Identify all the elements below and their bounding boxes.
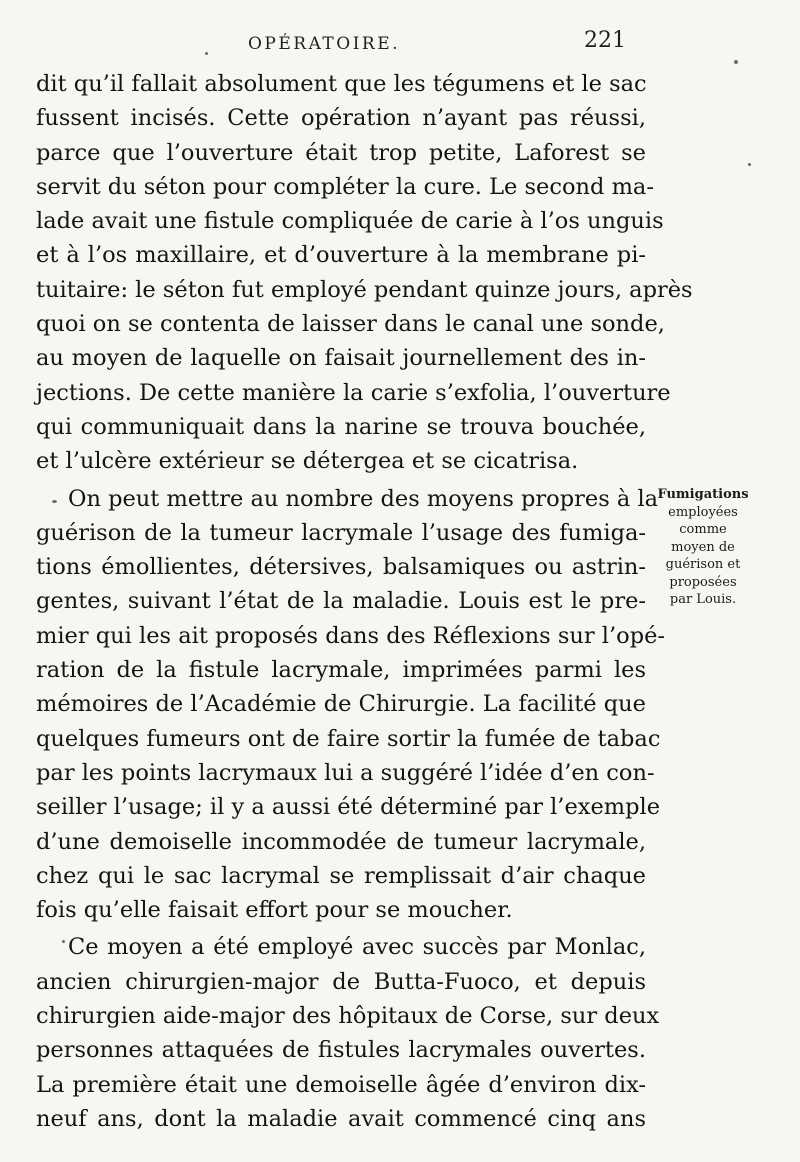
text-line: parce que l’ouverture était trop petite, Laforest se xyxy=(36,139,646,166)
scan-speck xyxy=(52,500,57,503)
marginal-note-line: proposées xyxy=(669,574,737,590)
text-line: seiller l’usage; il y a aussi été déterminé par l’exemple xyxy=(36,794,661,821)
text-line: mémoires de l’Académie de Chirurgie. La facilité que xyxy=(36,691,646,718)
text-line: lade avait une fistule compliquée de carie à l’os unguis xyxy=(36,208,664,235)
scan-speck xyxy=(205,52,208,55)
text-line: La première était une demoiselle âgée d’environ dix- xyxy=(36,1071,646,1098)
text-line: dit qu’il fallait absolument que les tégumens et le sac xyxy=(36,71,647,97)
text-line: guérison de la tumeur lacrymale l’usage des fumiga- xyxy=(36,519,646,546)
text-line: fussent incisés. Cette opération n’ayant pas réussi, xyxy=(36,105,646,132)
text-line: fois qu’elle faisait effort pour se moucher. xyxy=(36,897,513,924)
text-line: et à l’os maxillaire, et d’ouverture à la membrane pi- xyxy=(36,242,646,269)
body-text xyxy=(36,67,693,1136)
text-line: tions émollientes, détersives, balsamiques ou astrin- xyxy=(36,554,646,581)
marginal-note-line: moyen de xyxy=(671,539,735,555)
text-line: tuitaire: le séton fut employé pendant quinze jours, après xyxy=(36,276,693,303)
scan-speck xyxy=(734,60,738,64)
marginal-note-line: Fumigations xyxy=(657,487,749,502)
text-line: ancien chirurgien-major de Butta-Fuoco, et depuis xyxy=(36,968,646,995)
text-line: mier qui les ait proposés dans des Réflexions sur l’opé- xyxy=(36,622,666,649)
text-line: et l’ulcère extérieur se détergea et se cicatrisa. xyxy=(36,448,579,475)
text-line: quoi on se contenta de laisser dans le canal une sonde, xyxy=(36,311,665,338)
marginal-note-line: guérison et xyxy=(665,557,741,572)
scan-speck xyxy=(62,940,65,943)
text-line: Ce moyen a été employé avec succès par Monlac, xyxy=(68,934,646,961)
text-line: personnes attaquées de fistules lacrymales ouvertes. xyxy=(36,1037,646,1064)
text-line: On peut mettre au nombre des moyens propres à la xyxy=(68,485,659,512)
text-line: chirurgien aide-major des hôpitaux de Corse, sur deux xyxy=(36,1003,660,1030)
text-line: neuf ans, dont la maladie avait commencé cinq ans xyxy=(36,1105,646,1132)
text-line: d’une demoiselle incommodée de tumeur lacrymale, xyxy=(36,828,646,855)
text-line: jections. De cette manière la carie s’exfolia, l’ouverture xyxy=(36,379,671,406)
text-line: au moyen de laquelle on faisait journellement des in- xyxy=(36,345,646,372)
marginal-note-line: comme xyxy=(679,522,727,537)
running-head: OPÉRATOIRE. xyxy=(248,34,401,54)
text-line: chez qui le sac lacrymal se remplissait d’air chaque xyxy=(36,862,646,889)
marginal-note-line: employées xyxy=(668,504,738,520)
text-line: gentes, suivant l’état de la maladie. Louis est le pre- xyxy=(36,588,646,615)
marginal-note xyxy=(646,486,760,609)
page-number: 221 xyxy=(584,28,626,53)
marginal-note-line: par Louis. xyxy=(669,592,737,607)
text-line: quelques fumeurs ont de faire sortir la fumée de tabac xyxy=(36,725,661,752)
scan-speck xyxy=(748,163,751,166)
text-line: qui communiquait dans la narine se trouva bouchée, xyxy=(36,413,646,440)
text-line: servit du séton pour compléter la cure. Le second ma- xyxy=(36,173,654,200)
text-line: ration de la fistule lacrymale, imprimées parmi les xyxy=(36,657,646,684)
text-line: par les points lacrymaux lui a suggéré l’idée d’en con- xyxy=(36,759,655,786)
